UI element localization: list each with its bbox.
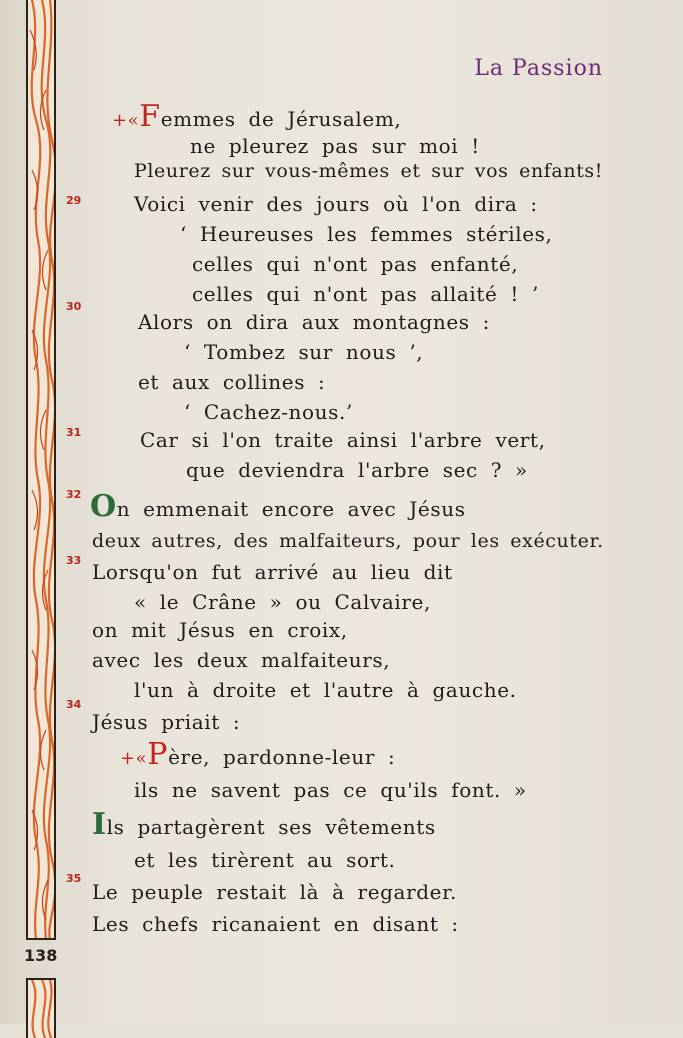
text-line: et les tirèrent au sort. (134, 848, 396, 872)
text-line: « le Crâne » ou Calvaire, (134, 590, 431, 614)
drop-initial: O (90, 489, 117, 524)
text-line: ‘ Tombez sur nous ’, (184, 340, 424, 364)
text-line: celles qui n'ont pas enfanté, (192, 252, 519, 276)
text-line: Les chefs ricanaient en disant : (92, 912, 459, 936)
decorative-border (26, 0, 56, 940)
text-line (120, 737, 396, 772)
text-line: Le peuple restait là à regarder. (92, 880, 458, 904)
text-line: Pleurez sur vous-mêmes et sur vos enfants! (134, 160, 604, 182)
text-line: Voici venir des jours où l'on dira : (134, 192, 538, 216)
text-line: et aux collines : (138, 370, 326, 394)
text-line: Alors on dira aux montagnes : (138, 310, 490, 334)
text-line: celles qui n'ont pas allaité ! ’ (192, 282, 539, 306)
line-text: ère, pardonne-leur : (168, 745, 396, 769)
flame-pattern-icon (28, 0, 54, 940)
flame-pattern-icon (28, 980, 54, 1038)
text-line: ils ne savent pas ce qu'ils font. » (134, 778, 527, 802)
line-text: n emmenait encore avec Jésus (116, 497, 466, 521)
text-line: on mit Jésus en croix, (92, 618, 348, 642)
verse-number: 29 (66, 194, 82, 207)
text-line: que deviendra l'arbre sec ? » (186, 458, 528, 482)
running-title: La Passion (474, 56, 603, 81)
text-line: l'un à droite et l'autre à gauche. (134, 678, 517, 702)
text-line (92, 807, 436, 842)
drop-initial: P (147, 737, 169, 772)
rubric-cross: +« (120, 748, 148, 769)
text-line: avec les deux malfaiteurs, (92, 648, 391, 672)
line-text: ls partagèrent ses vêtements (106, 815, 436, 839)
verse-number: 35 (66, 872, 82, 885)
decorative-border-bottom (26, 978, 56, 1038)
verse-number: 34 (66, 698, 82, 711)
text-line: ‘ Cachez-nous.’ (184, 400, 353, 424)
text-line: deux autres, des malfaiteurs, pour les exécuter. (92, 530, 604, 552)
text-line (112, 99, 402, 134)
text-line: Jésus priait : (92, 710, 241, 734)
text-line (90, 489, 466, 524)
verse-number: 33 (66, 554, 82, 567)
verse-number: 30 (66, 300, 82, 313)
drop-initial: F (139, 99, 161, 134)
text-line: Lorsqu'on fut arrivé au lieu dit (92, 560, 453, 584)
drop-initial: I (92, 807, 107, 842)
text-line: Car si l'on traite ainsi l'arbre vert, (140, 428, 546, 452)
page-number: 138 (24, 946, 58, 965)
line-text: emmes de Jérusalem, (160, 107, 402, 131)
rubric-cross: +« (112, 110, 140, 131)
verse-number: 32 (66, 488, 82, 501)
text-line: ne pleurez pas sur moi ! (190, 134, 480, 158)
verse-number: 31 (66, 426, 82, 439)
text-line: ‘ Heureuses les femmes stériles, (180, 222, 553, 246)
